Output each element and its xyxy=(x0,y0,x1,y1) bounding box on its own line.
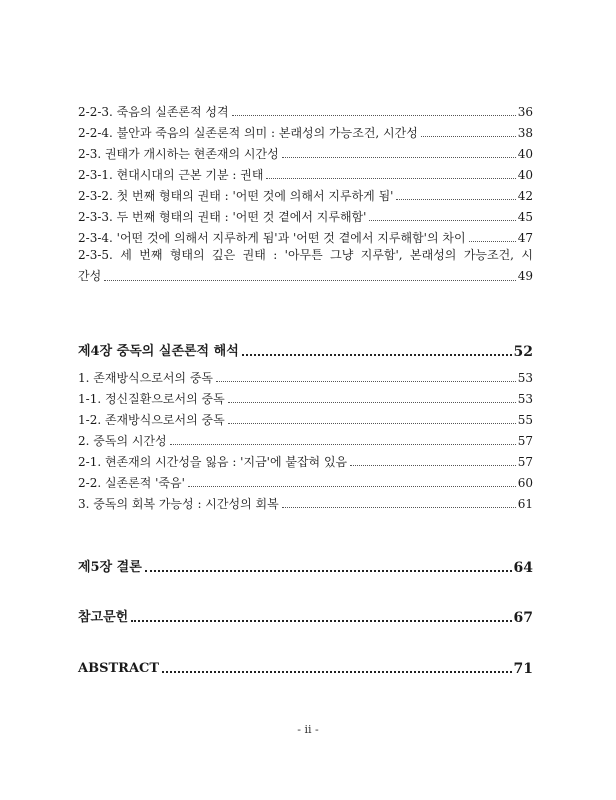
toc-entry-title: 2-2-3. 죽음의 실존론적 성격 xyxy=(78,105,229,119)
dot-leader xyxy=(421,136,516,137)
chapter-page: 52 xyxy=(513,344,533,360)
toc-entry-page: 40 xyxy=(517,168,533,182)
dot-leader xyxy=(369,220,515,221)
toc-entry-page: 55 xyxy=(517,413,533,427)
chapter-title: 제5장 결론 xyxy=(78,560,142,575)
dot-leader xyxy=(228,402,516,403)
toc-entry xyxy=(78,385,533,406)
toc-entry-page: 40 xyxy=(517,147,533,161)
toc-entry-page: 42 xyxy=(517,189,533,203)
toc-entry-title: 2-3-4. '어떤 것에 의해서 지루하게 됨'과 '어떤 것 곁에서 지루해함'의 차이 xyxy=(78,231,466,245)
toc-entry xyxy=(78,469,533,490)
toc-chapter-5 xyxy=(78,553,533,575)
chapter-page: 71 xyxy=(513,661,533,677)
toc-entry-title: 1. 존재방식으로서의 중독 xyxy=(78,371,213,385)
toc-entry xyxy=(78,364,533,385)
dot-leader xyxy=(469,241,516,242)
dot-leader xyxy=(170,444,516,445)
toc-entry-page: 53 xyxy=(517,392,533,406)
toc-entry-title: 2-3-1. 현대시대의 근본 기분 : 권태 xyxy=(78,168,264,182)
chapter-heading xyxy=(78,603,533,625)
toc-entry-title: 2-2. 실존론적 '죽음' xyxy=(78,476,185,490)
toc-entry xyxy=(78,427,533,448)
chapter-page: 64 xyxy=(513,560,533,576)
toc-entry xyxy=(78,406,533,427)
toc-entry xyxy=(78,448,533,469)
toc-entry-title: 1-1. 정신질환으로서의 중독 xyxy=(78,392,225,406)
toc-entry-page: 53 xyxy=(517,371,533,385)
dot-leader xyxy=(104,280,516,281)
dot-leader xyxy=(242,354,512,356)
chapter-title: ABSTRACT xyxy=(78,661,160,676)
toc-entry-title: 3. 중독의 회복 가능성 : 시간성의 회복 xyxy=(78,497,279,511)
chapter-title: 참고문헌 xyxy=(78,610,129,625)
toc-entry-title: 2-2-4. 불안과 죽음의 실존론적 의미 : 본래성의 가능조건, 시간성 xyxy=(78,126,418,140)
toc-entry xyxy=(78,161,533,182)
toc-entry xyxy=(78,140,533,161)
chapter-heading xyxy=(78,553,533,575)
dot-leader xyxy=(216,381,516,382)
dot-leader xyxy=(282,507,516,508)
chapter-heading xyxy=(78,337,533,359)
dot-leader xyxy=(131,620,511,622)
toc-abstract xyxy=(78,654,533,676)
toc-entry-title-line1: 2-3-5. 세 번째 형태의 깊은 권태 : '아무튼 그냥 지루함', 본래성의 가능조건, 시 xyxy=(78,248,533,262)
toc-entry-title: 2-1. 현존재의 시간성을 잃음 : '지금'에 붙잡혀 있음 xyxy=(78,455,348,469)
toc-entry-page: 57 xyxy=(517,455,533,469)
dot-leader xyxy=(188,486,516,487)
dot-leader xyxy=(266,178,515,179)
chapter-page: 67 xyxy=(513,610,533,626)
toc-entry xyxy=(78,490,533,511)
chapter-heading xyxy=(78,654,533,676)
toc-entry-title: 2. 중독의 시간성 xyxy=(78,434,167,448)
toc-entry-page: 61 xyxy=(517,497,533,511)
dot-leader xyxy=(396,199,515,200)
toc-entry-title-line2: 간성 xyxy=(78,269,102,283)
toc-entry-wrapped xyxy=(78,245,533,287)
dot-leader xyxy=(350,465,516,466)
chapter-title: 제4장 중독의 실존론적 해석 xyxy=(78,344,239,359)
toc-entry-page: 57 xyxy=(517,434,533,448)
dot-leader xyxy=(228,423,516,424)
dot-leader xyxy=(282,157,516,158)
toc-entry-page: 38 xyxy=(517,126,533,140)
toc-entry xyxy=(78,119,533,140)
page-number: - ii - xyxy=(297,723,319,736)
toc-entry xyxy=(78,98,533,119)
toc-entry xyxy=(78,182,533,203)
dot-leader xyxy=(232,115,516,116)
toc-entry-title: 2-3-3. 두 번째 형태의 권태 : '어떤 것 곁에서 지루해함' xyxy=(78,210,367,224)
toc-entry-page: 47 xyxy=(517,231,533,245)
toc-entry xyxy=(78,224,533,245)
toc-references xyxy=(78,603,533,625)
toc-entry xyxy=(78,203,533,224)
toc-entry-page: 45 xyxy=(517,210,533,224)
toc-entry-title: 1-2. 존재방식으로서의 중독 xyxy=(78,413,225,427)
toc-section-a xyxy=(78,98,533,287)
toc-entry-page: 60 xyxy=(517,476,533,490)
toc-section-b xyxy=(78,364,533,511)
toc-entry-page: 36 xyxy=(517,105,533,119)
toc-entry-page: 49 xyxy=(517,269,533,283)
toc-entry-title: 2-3-2. 첫 번째 형태의 권태 : '어떤 것에 의해서 지루하게 됨' xyxy=(78,189,394,203)
toc-chapter-4 xyxy=(78,337,533,359)
dot-leader xyxy=(145,570,512,572)
toc-entry-title: 2-3. 권태가 개시하는 현존재의 시간성 xyxy=(78,147,279,161)
toc-entry-line2 xyxy=(78,266,533,287)
dot-leader xyxy=(162,671,511,673)
